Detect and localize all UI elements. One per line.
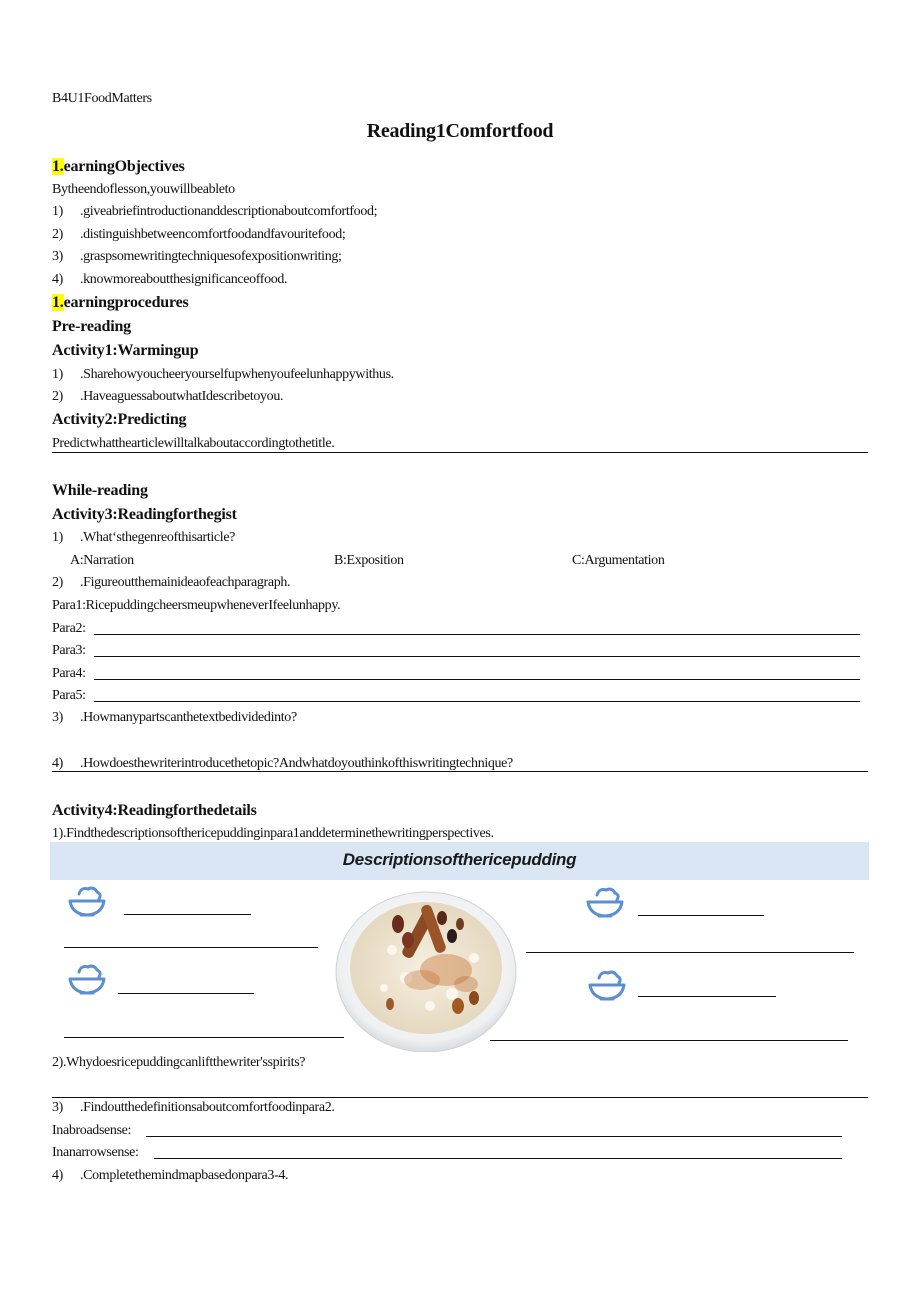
para3-answer-line[interactable] [94, 656, 860, 657]
activity4-q2: 2).Whydoesricepuddingcanliftthewriter'sspirits? [52, 1055, 306, 1070]
option-c[interactable]: C:Argumentation [572, 553, 665, 568]
description-blank-short[interactable] [638, 915, 764, 916]
activity2-heading: Activity2:Predicting [52, 411, 187, 428]
unit-code: B4U1FoodMatters [52, 91, 152, 106]
objectives-heading-num: 1. [52, 158, 64, 175]
procedures-heading-text: earningprocedures [63, 294, 189, 311]
activity1-item: 1) .Sharehowyoucheeryourselfupwhenyoufeelunhappywithus. [52, 367, 394, 382]
para4-label: Para4: [52, 666, 86, 681]
activity3-q3: 3) .Howmanypartscanthetextbedividedinto? [52, 710, 297, 725]
bowl-icon [66, 882, 108, 922]
description-blank-short[interactable] [638, 996, 776, 997]
activity3-q4: 4) .Howdoesthewriterintroducethetopic?Andwhatdoyouthinkofthiswritingtechnique? [52, 756, 513, 771]
banner-title: Descriptionsofthericepudding [342, 850, 577, 869]
para1-idea: Para1:RicepuddingcheersmeupwheneverIfeelunhappy. [52, 598, 341, 613]
activity4-q3: 3) .Findoutthedefinitionsaboutcomfortfoodinpara2. [52, 1100, 335, 1115]
description-blank-long[interactable] [490, 1040, 848, 1041]
bowl-icon [66, 960, 108, 1000]
broad-sense-label: Inabroadsense: [52, 1123, 132, 1138]
description-blank-long[interactable] [64, 1037, 344, 1038]
broad-sense-answer-line[interactable] [146, 1136, 842, 1137]
objective-item: 4) .knowmoreaboutthesignificanceoffood. [52, 272, 288, 287]
para5-label: Para5: [52, 688, 86, 703]
option-b[interactable]: B:Exposition [334, 553, 404, 568]
activity2-text: Predictwhatthearticlewilltalkaboutaccordingtothetitle. [52, 436, 335, 451]
para3-label: Para3: [52, 643, 86, 658]
description-blank-short[interactable] [124, 914, 251, 915]
activity4-q1: 1).Findthedescriptionsofthericepuddinginpara1anddeterminethewritingperspectives. [52, 826, 494, 841]
procedures-heading [52, 294, 189, 312]
answer-line[interactable] [52, 771, 868, 772]
objectives-heading-text: earningObjectives [63, 158, 185, 175]
objectives-heading [52, 158, 185, 176]
para2-answer-line[interactable] [94, 634, 860, 635]
objective-item: 1) .giveabriefintroductionanddescriptionaboutcomfortfood; [52, 204, 378, 219]
objective-item: 3) .graspsomewritingtechniquesofexpositionwriting; [52, 249, 342, 264]
bowl-icon [584, 883, 626, 923]
bowl-icon [586, 966, 628, 1006]
activity3-q1: 1) .What‘sthegenreofthisarticle? [52, 530, 236, 545]
narrow-sense-answer-line[interactable] [154, 1158, 842, 1159]
para5-answer-line[interactable] [94, 701, 860, 702]
answer-line[interactable] [52, 1097, 868, 1098]
activity3-q2: 2) .Figureoutthemainideaofeachparagraph. [52, 575, 291, 590]
activity4-q4: 4) .Completethemindmapbasedonpara3-4. [52, 1168, 289, 1183]
option-a[interactable]: A:Narration [70, 553, 134, 568]
procedures-heading-num: 1. [52, 294, 64, 311]
while-reading-heading: While-reading [52, 482, 148, 499]
narrow-sense-label: Inanarrowsense: [52, 1145, 139, 1160]
pre-reading-heading: Pre-reading [52, 318, 131, 335]
description-blank-long[interactable] [64, 947, 318, 948]
objective-item: 2) .distinguishbetweencomfortfoodandfavouritefood; [52, 227, 346, 242]
activity1-heading: Activity1:Warmingup [52, 342, 199, 359]
page-title: Reading1Comfortfood [366, 120, 554, 142]
para2-label: Para2: [52, 621, 86, 636]
rice-pudding-image [334, 884, 518, 1052]
answer-line[interactable] [52, 452, 868, 453]
descriptions-banner [50, 842, 869, 880]
description-blank-short[interactable] [118, 993, 254, 994]
activity4-heading: Activity4:Readingforthedetails [52, 802, 257, 819]
para4-answer-line[interactable] [94, 679, 860, 680]
activity1-item: 2) .HaveaguessaboutwhatIdescribetoyou. [52, 389, 284, 404]
activity3-heading: Activity3:Readingforthegist [52, 506, 237, 523]
objectives-intro: Bytheendoflesson,youwillbeableto [52, 182, 235, 197]
description-blank-long[interactable] [526, 952, 854, 953]
